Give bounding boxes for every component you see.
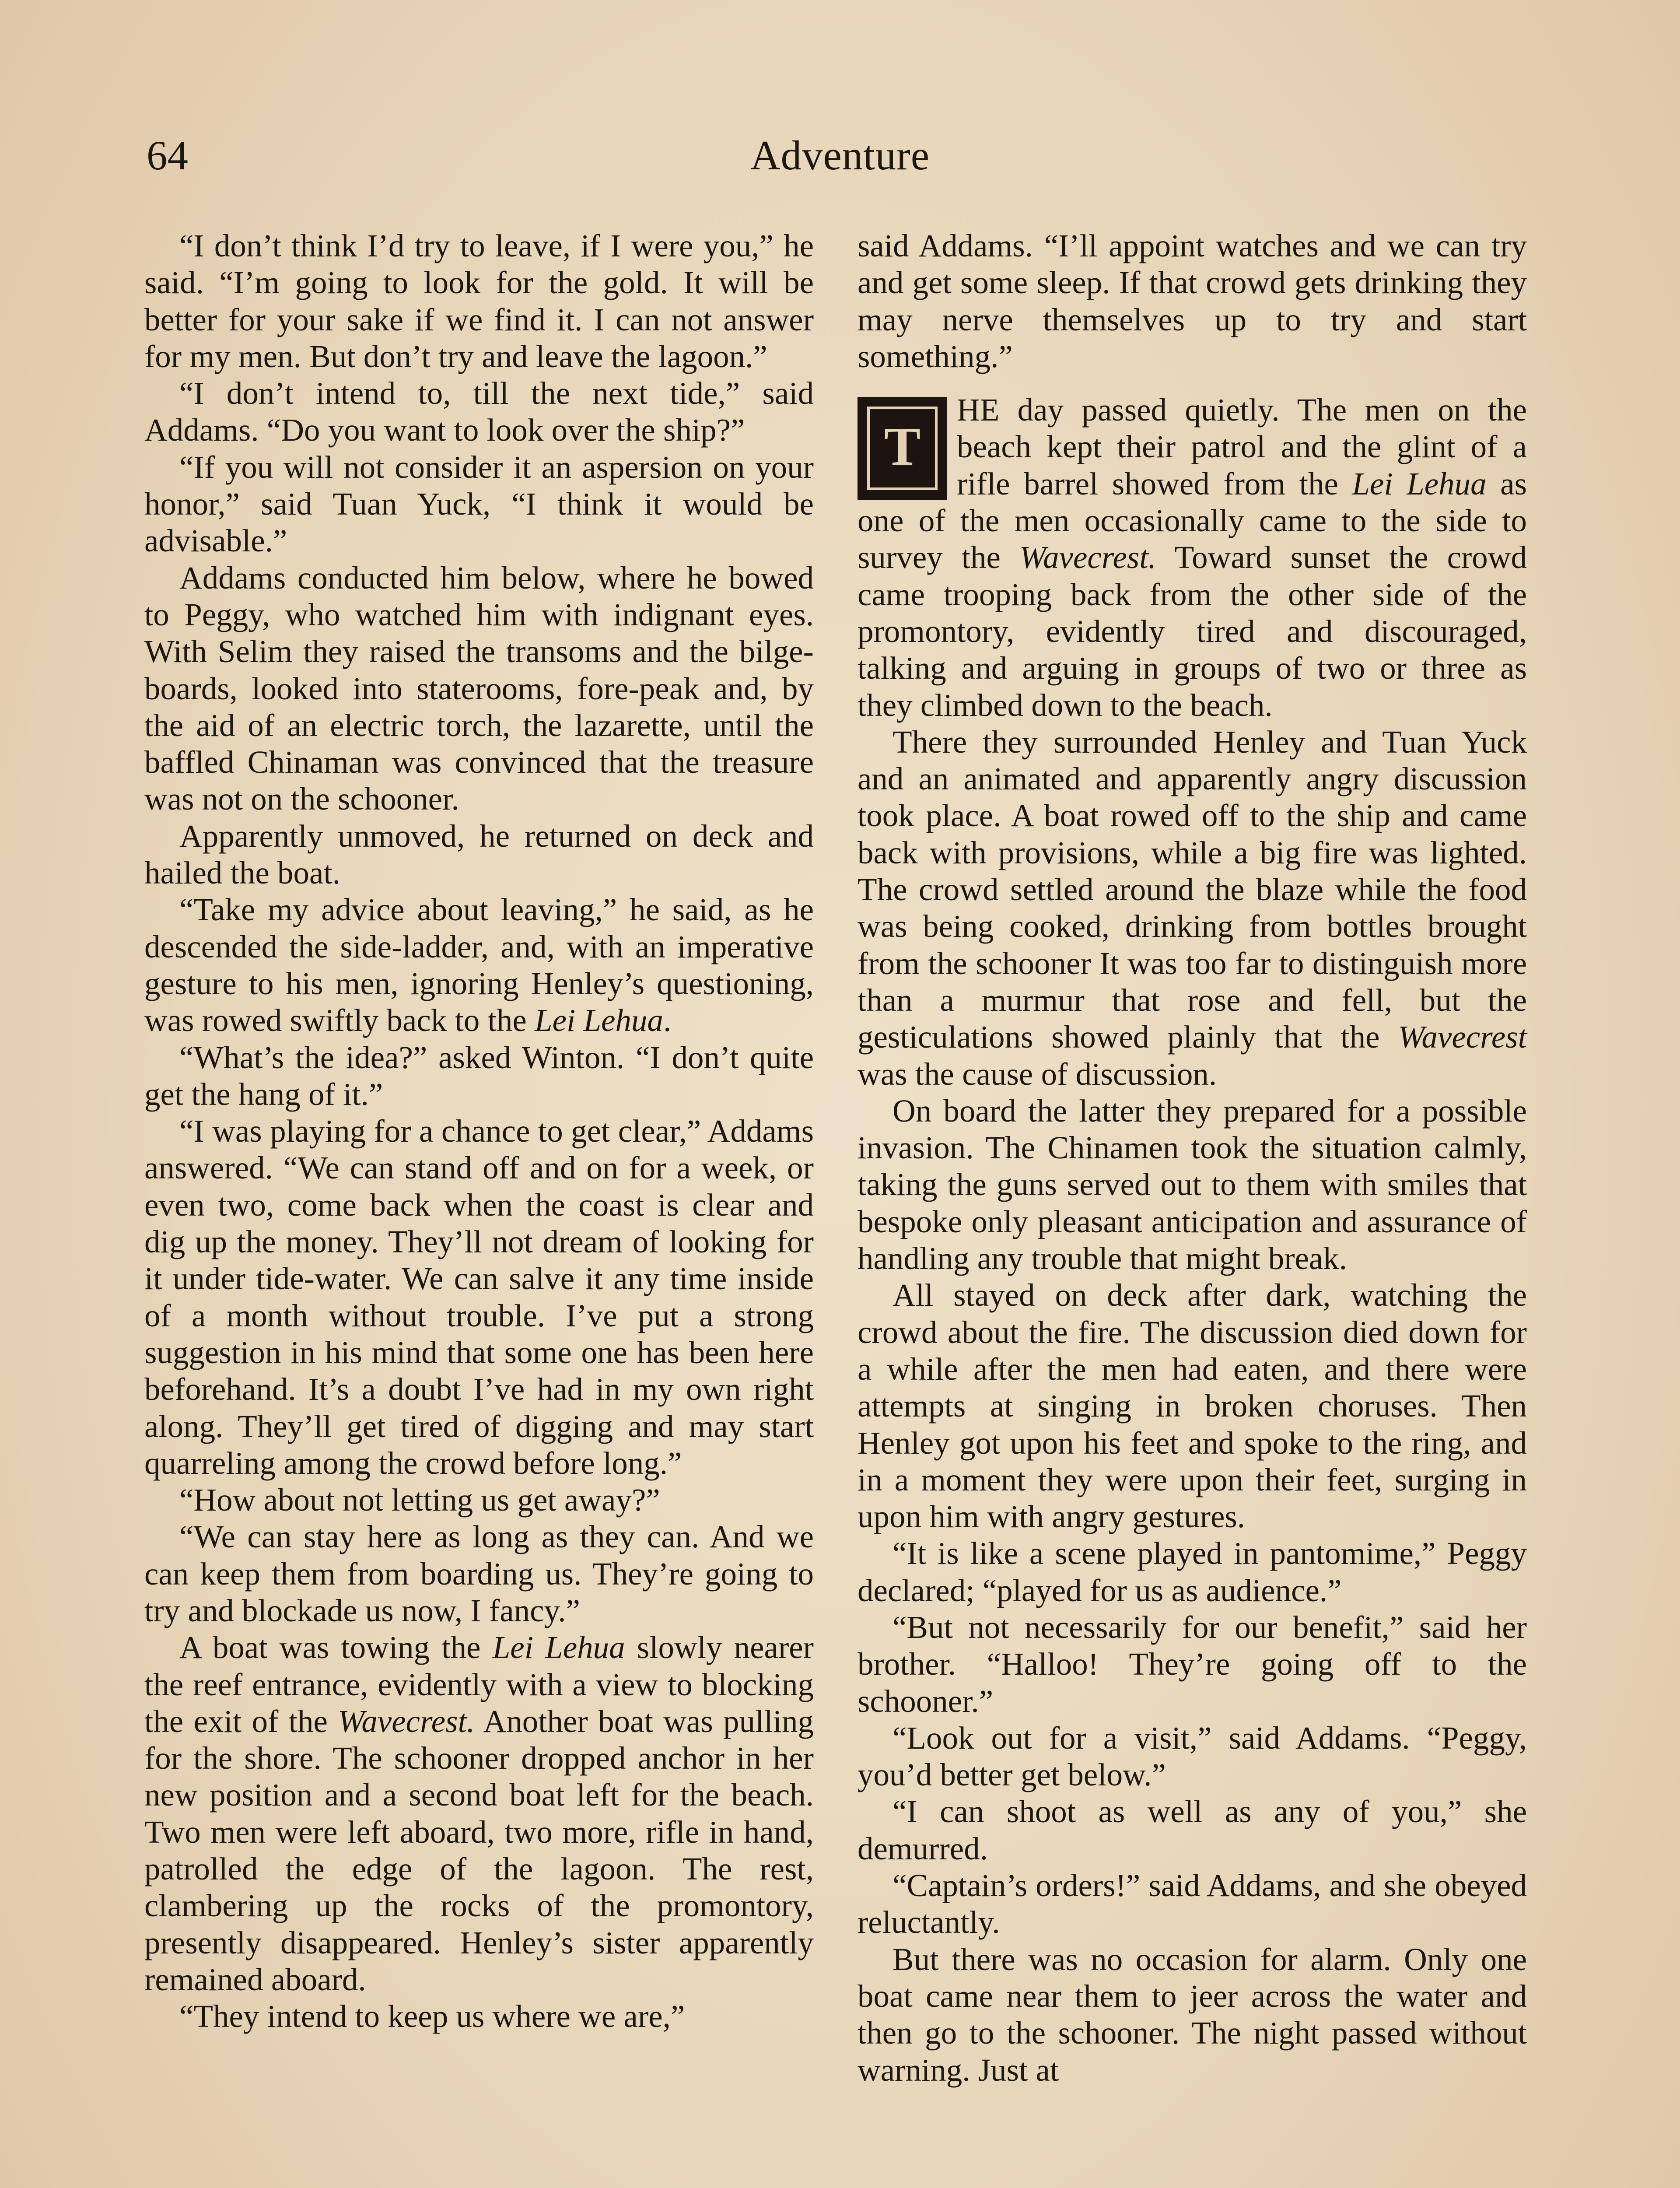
paragraph: “It is like a scene played in pantomime,” Peggy declared; “played for us as audience.” (858, 1536, 1527, 1608)
left-column (144, 228, 814, 2035)
paragraph: “How about not letting us get away?” (179, 1482, 660, 1518)
paragraph: There they surrounded Henley and Tuan Yuck and an animated and apparently angry discussion took place. A boat rowed off to the ship and came back with provisions, while a big fire was lighted. The crowd settled around the blaze while the food was being cooked, drinking from bottles brought from the schooner It was too far to distinguish more than a murmur that rose and fell, but the gesticulations showed plainly that the Wavecrest was the cause of discussion. (858, 724, 1527, 1092)
paragraph: “But not necessarily for our benefit,” said her brother. “Halloo! They’re going off to the schooner.” (858, 1609, 1527, 1719)
page-number: 64 (147, 132, 188, 179)
paragraph: “Look out for a visit,” said Addams. “Peggy, you’d better get below.” (858, 1720, 1527, 1793)
right-column (858, 228, 1527, 2089)
paragraph: On board the latter they prepared for a possible invasion. The Chinamen took the situation calmly, taking the guns served out to them with smiles that bespoke only pleasant anticipation and assurance of handling any trouble that might break. (858, 1093, 1527, 1276)
paragraph: “What’s the idea?” asked Winton. “I don’t quite get the hang of it.” (144, 1039, 814, 1112)
paragraph: “Captain’s orders!” said Addams, and she obeyed reluctantly. (858, 1868, 1527, 1940)
carryover-paragraph: said Addams. “I’ll appoint watches and we can try and get some sleep. If that crowd gets drinking they may nerve themselves up to try and start something.” (858, 228, 1527, 374)
paragraph: “I don’t think I’d try to leave, if I were you,” he said. “I’m going to look for the gold. It will be better for your sake if we find it. I can not answer for my men. But don’t try and leave the lagoon.” (144, 228, 814, 374)
paragraph: “They intend to keep us where we are,” (179, 1999, 685, 2034)
paragraph: “If you will not consider it an aspersion on your honor,” said Tuan Yuck, “I think it would be advisable.” (144, 449, 814, 559)
paragraph: “We can stay here as long as they can. And we can keep them from boarding us. They’re going to try and blockade us now, I fancy.” (144, 1519, 814, 1628)
paragraph: Addams conducted him below, where he bowed to Peggy, who watched him with indignant eyes. With Selim they raised the transoms and the bilge-boards, looked into staterooms, fore-peak and, by the aid of an electric torch, the lazarette, until the baffled Chinaman was convinced that the treasure was not on the schooner. (144, 560, 814, 817)
paragraph: “I don’t intend to, till the next tide,” said Addams. “Do you want to look over the ship?” (144, 375, 814, 448)
paragraph: “Take my advice about leaving,” he said, as he descended the side-ladder, and, with an imperative gesture to his men, ignoring Henley’s questioning, was rowed swiftly back to the Lei Lehua. (144, 892, 814, 1038)
paragraph: “I can shoot as well as any of you,” she demurred. (858, 1794, 1527, 1866)
paragraph: All stayed on deck after dark, watching the crowd about the fire. The discussion died down for a while after the men had eaten, and there were attempts at singing in broken choruses. Then Henley got upon his feet and spoke to the ring, and in a moment they were upon their feet, surging in upon him with angry gestures. (858, 1277, 1527, 1535)
paragraph: A boat was towing the Lei Lehua slowly nearer the reef entrance, evidently with a view to blocking the exit of the Wavecrest. Another boat was pulling for the shore. The schooner dropped anchor in her new position and a second boat left for the beach. Two men were left aboard, two more, rifle in hand, patrolled the edge of the lagoon. The rest, clambering up the rocks of the promontory, presently disappeared. Henley’s sister apparently remained aboard. (144, 1630, 814, 1997)
section-opening (858, 392, 1527, 724)
paragraph: “I was playing for a chance to get clear,” Addams answered. “We can stand off and on for a week, or even two, come back when the coast is clear and dig up the money. They’ll not dream of looking for it under tide-water. We can salve it any time inside of a month without trouble. I’ve put a strong suggestion in his mind that some one has been here beforehand. It’s a doubt I’ve had in my own right along. They’ll get tired of digging and may start quarreling among the crowd before long.” (144, 1113, 814, 1481)
paragraph: Apparently unmoved, he returned on deck and hailed the boat. (144, 818, 814, 891)
running-head-title: Adventure (750, 132, 930, 179)
paragraph: But there was no occasion for alarm. Only one boat came near them to jeer across the water and then go to the schooner. The night passed without warning. Just at (858, 1941, 1527, 2088)
dropcap-paragraph: HE day passed quietly. The men on the beach kept their patrol and the glint of a rifle barrel showed from the Lei Lehua as one of the men occasionally came to the side to survey the Wavecrest. Toward sunset the crowd came trooping back from the other side of the promontory, evidently tired and discouraged, talking and arguing in groups of two or three as they climbed down to the beach. (858, 392, 1527, 723)
decorative-dropcap-icon: T (858, 397, 947, 500)
